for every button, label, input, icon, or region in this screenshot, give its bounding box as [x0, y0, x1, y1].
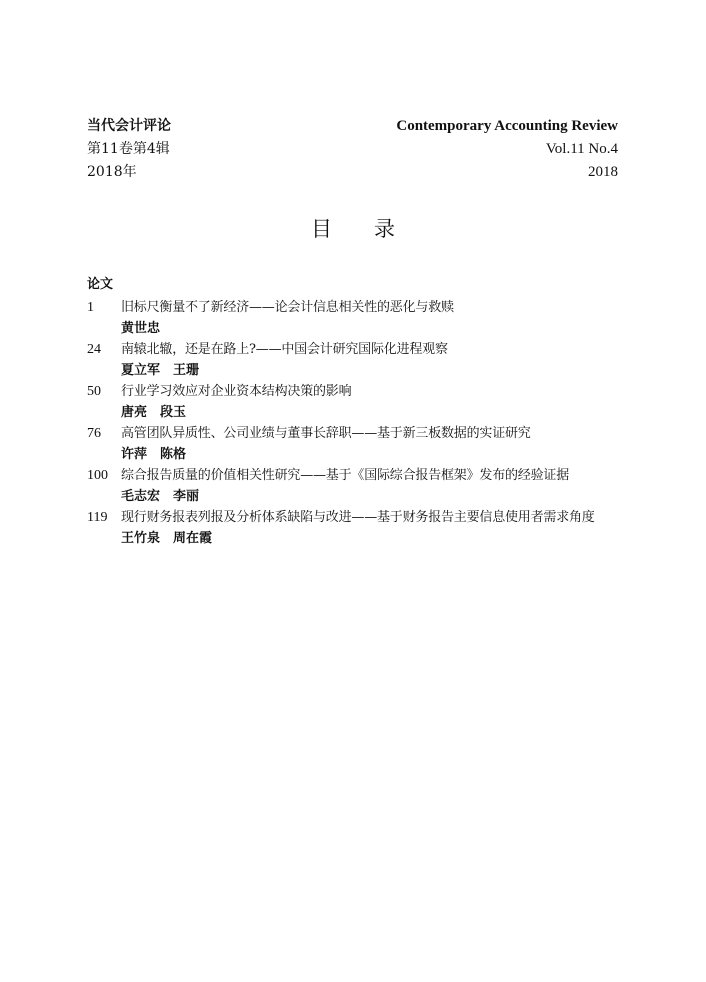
entry-authors: 黄世忠: [121, 321, 161, 336]
toc-entries: [87, 297, 632, 549]
year-en: 2018: [588, 164, 618, 180]
year-cn: 2018年: [87, 164, 137, 180]
header-row-journal: [87, 117, 618, 135]
entry-page-number: 100: [87, 468, 108, 483]
header-row-year: [87, 163, 618, 181]
entry-page-number: 76: [87, 426, 101, 441]
entry-title[interactable]: 南辕北辙，还是在路上?——中国会计研究国际化进程观察: [121, 342, 448, 357]
toc-entry[interactable]: [87, 507, 632, 549]
entry-authors: 王竹泉 周在霞: [121, 531, 213, 546]
entry-title[interactable]: 综合报告质量的价值相关性研究——基于《国际综合报告框架》发布的经验证据: [121, 468, 570, 483]
entry-authors: 夏立军 王珊: [121, 363, 200, 378]
volume-en: Vol.11 No.4: [545, 141, 618, 157]
toc-entry[interactable]: [87, 423, 632, 465]
volume-cn: 第11卷第4辑: [87, 141, 170, 157]
toc-entry[interactable]: [87, 381, 632, 423]
entry-title[interactable]: 旧标尺衡量不了新经济——论会计信息相关性的恶化与救赎: [121, 300, 454, 315]
journal-name-cn: 当代会计评论: [87, 118, 171, 134]
entry-title[interactable]: 高管团队异质性、公司业绩与董事长辞职——基于新三板数据的实证研究: [121, 426, 531, 441]
toc-entry[interactable]: [87, 339, 632, 381]
entry-page-number: 1: [87, 300, 94, 315]
section-label: 论文: [87, 277, 114, 292]
toc-entry[interactable]: [87, 465, 632, 507]
entry-page-number: 50: [87, 384, 101, 399]
entry-page-number: 119: [87, 510, 108, 525]
entry-authors: 毛志宏 李丽: [121, 489, 200, 504]
entry-title[interactable]: 现行财务报表列报及分析体系缺陷与改进——基于财务报告主要信息使用者需求角度: [121, 510, 595, 525]
header-row-volume: [87, 140, 618, 158]
entry-page-number: 24: [87, 342, 101, 357]
entry-authors: 唐亮 段玉: [121, 405, 187, 420]
entry-authors: 许萍 陈格: [121, 447, 187, 462]
entry-title[interactable]: 行业学习效应对企业资本结构决策的影响: [121, 384, 352, 399]
journal-name-en: Contemporary Accounting Review: [396, 118, 618, 134]
toc-entry[interactable]: [87, 297, 632, 339]
toc-title: 目录: [311, 217, 437, 241]
